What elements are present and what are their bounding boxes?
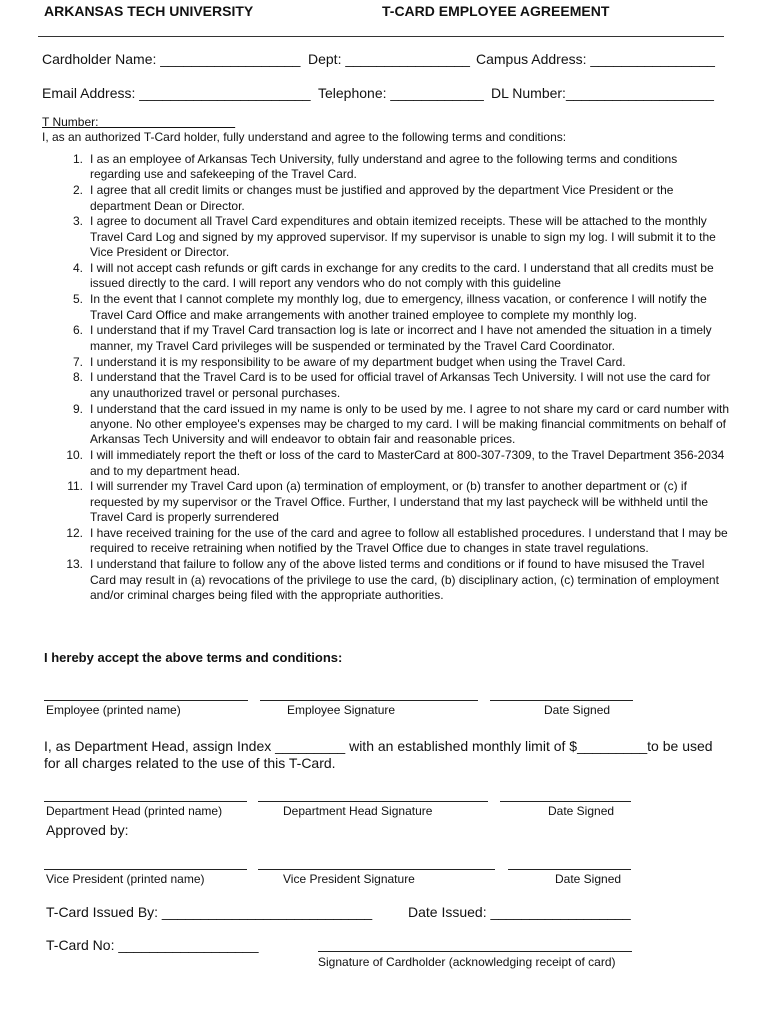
employee-signature-label: Employee Signature	[287, 703, 396, 717]
term-text: I will not accept cash refunds or gift cards in exchange for any credits to the card. I understand that all credits must be issued directly to the card. I will report any vendors who do not comply with this guideline	[90, 261, 714, 291]
term-number: 9.	[72, 401, 83, 416]
dept-head-assignment-line2: for all charges related to the use of this T-Card.	[44, 755, 336, 771]
term-number: 2.	[72, 183, 83, 198]
dept-head-printed-name-label: Department Head (printed name)	[46, 804, 223, 818]
term-number: 6.	[72, 323, 83, 338]
vp-signature-label: Vice President Signature	[283, 872, 415, 886]
dept-head-assignment-line1: I, as Department Head, assign Index _________ with an established monthly limit of $_________to be used	[44, 738, 713, 754]
dept-head-date-line[interactable]	[500, 801, 631, 802]
term-number: 3.	[72, 214, 83, 229]
vp-printed-name-line[interactable]	[44, 869, 247, 870]
form-title: T-CARD EMPLOYEE AGREEMENT	[382, 3, 610, 19]
telephone-field[interactable]: Telephone: ____________	[318, 85, 484, 101]
employee-date-label: Date Signed	[544, 703, 611, 717]
intro-text: I, as an authorized T-Card holder, fully understand and agree to the following terms and conditions:	[42, 130, 567, 144]
email-address-field[interactable]: Email Address: ______________________	[42, 85, 311, 101]
term-number: 8.	[72, 370, 83, 385]
dept-field[interactable]: Dept: ________________	[308, 51, 470, 67]
vp-date-label: Date Signed	[555, 872, 622, 886]
term-text: I have received training for the use of the card and agree to follow all established procedures. I understand that I may be required to receive retraining when notified by the Travel Office due to changes in state travel regulations.	[90, 526, 728, 556]
term-item	[40, 183, 730, 214]
vp-signature-line[interactable]	[258, 869, 495, 870]
dept-head-date-label: Date Signed	[548, 804, 615, 818]
employee-printed-name-line[interactable]	[44, 700, 248, 701]
vp-date-line[interactable]	[508, 869, 631, 870]
employee-date-line[interactable]	[490, 700, 633, 701]
term-item	[40, 152, 730, 183]
term-item	[40, 292, 730, 323]
term-item	[40, 526, 730, 557]
accept-statement: I hereby accept the above terms and conditions:	[44, 650, 343, 665]
t-card-issued-by-field[interactable]: T-Card Issued By: ___________________________	[46, 904, 373, 920]
term-number: 12.	[66, 526, 83, 541]
term-item	[40, 448, 730, 479]
term-text: I understand that failure to follow any of the above listed terms and conditions or if found to have misused the Travel Card may result in (a) revocations of the privilege to use the card, (b) disciplinary action, (c) termination of employment and/or criminal charges being filed with the appropriate authorities.	[90, 557, 719, 603]
approved-by-label: Approved by:	[46, 822, 129, 838]
term-item	[40, 261, 730, 292]
campus-address-field[interactable]: Campus Address: ________________	[476, 51, 715, 67]
cardholder-name-field[interactable]: Cardholder Name: __________________	[42, 51, 301, 67]
term-number: 11.	[67, 479, 83, 494]
term-text: I as an employee of Arkansas Tech University, fully understand and agree to the following terms and conditions regarding use and safekeeping of the Travel Card.	[90, 152, 678, 182]
term-text: I understand that the Travel Card is to be used for official travel of Arkansas Tech University. I will not use the card for any unauthorized travel or personal purchases.	[90, 370, 711, 400]
term-text: I will surrender my Travel Card upon (a) termination of employment, or (b) transfer to another department or (c) if requested by my supervisor or the Travel Office. Further, I understand that my last paycheck will be withheld until the Travel Card is properly surrendered	[90, 479, 709, 525]
date-issued-field[interactable]: Date Issued: __________________	[408, 904, 631, 920]
cardholder-signature-line[interactable]	[318, 951, 632, 952]
term-number: 1.	[72, 152, 83, 166]
term-text: I understand that if my Travel Card transaction log is late or incorrect and I have not amended the situation in a timely manner, my Travel Card privileges will be suspended or terminated by the Travel Card Coordinator.	[90, 323, 712, 353]
term-text: In the event that I cannot complete my monthly log, due to emergency, illness vacation, or conference I will notify the Travel Card Office and make arrangements with another trained employee to complete my monthly log.	[90, 292, 707, 322]
t-card-number-field[interactable]: T-Card No: __________________	[46, 937, 259, 953]
term-number: 10.	[66, 448, 83, 463]
dl-number-field[interactable]: DL Number:___________________	[491, 85, 714, 101]
employee-printed-name-label: Employee (printed name)	[46, 703, 181, 717]
term-item	[40, 355, 730, 370]
terms-list	[40, 152, 730, 604]
employee-signature-line[interactable]	[260, 700, 478, 701]
term-item	[40, 214, 730, 260]
term-item	[40, 402, 730, 448]
term-item	[40, 323, 730, 354]
term-text: I agree to document all Travel Card expenditures and obtain itemized receipts. These will be attached to the monthly Travel Card Log and signed by my approved supervisor. If my supervisor is unable to sign my log. I will submit it to the Vice President or Director.	[90, 214, 716, 260]
term-text: I will immediately report the theft or loss of the card to MasterCard at 800-307-7309, to the Travel Department 356-2034 and to my department head.	[90, 448, 725, 478]
term-number: 4.	[72, 261, 83, 276]
term-item	[40, 557, 730, 603]
dept-head-printed-name-line[interactable]	[44, 801, 247, 802]
term-number: 13.	[66, 557, 83, 572]
university-name: ARKANSAS TECH UNIVERSITY	[44, 3, 254, 19]
term-item	[40, 370, 730, 401]
dept-head-signature-label: Department Head Signature	[283, 804, 433, 818]
term-item	[40, 479, 730, 525]
t-number-field[interactable]: T Number:	[42, 115, 236, 129]
header-divider	[38, 36, 724, 37]
vp-printed-name-label: Vice President (printed name)	[46, 872, 205, 886]
cardholder-signature-label: Signature of Cardholder (acknowledging receipt of card)	[318, 955, 616, 969]
term-number: 5.	[72, 292, 83, 307]
term-text: I agree that all credit limits or changes must be justified and approved by the department Vice President or the department Dean or Director.	[90, 183, 674, 213]
term-text: I understand it is my responsibility to be aware of my department budget when using the Travel Card.	[90, 354, 626, 369]
term-number: 7.	[72, 354, 83, 369]
term-text: I understand that the card issued in my name is only to be used by me. I agree to not share my card or card number with anyone. No other employee's expenses may be charged to my card. I will be making financial commitments on behalf of Arkansas Tech University and will endeavor to obtain fair and reasonable prices.	[90, 401, 729, 447]
dept-head-signature-line[interactable]	[258, 801, 488, 802]
